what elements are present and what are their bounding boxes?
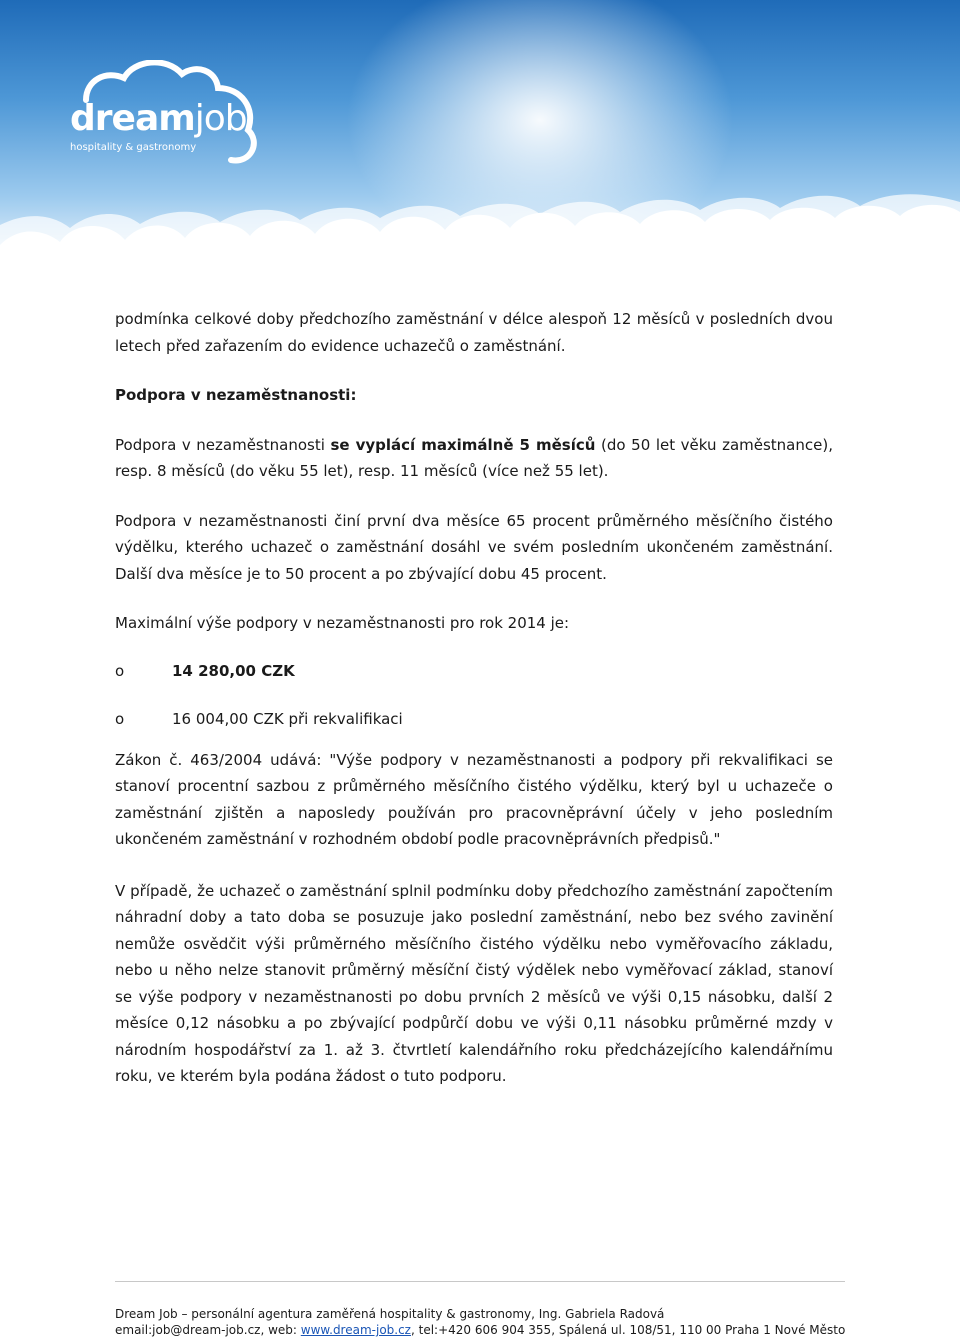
logo-word-light: job xyxy=(194,98,247,139)
list-item xyxy=(115,658,833,685)
footer-divider xyxy=(115,1281,845,1282)
paragraph-amount: Podpora v nezaměstnanosti činí první dva měsíce 65 procent průměrného měsíčního čistého výdělku, kterého uchazeč o zaměstnání dosáhl ve svém posledním ukončeném zaměstnání. Další dva měsíce je to 50 procent a po zbývající dobu 45 procent. xyxy=(115,511,833,583)
footer-contact-line xyxy=(115,1322,875,1338)
header-banner xyxy=(0,0,960,280)
paragraph-law: Zákon č. 463/2004 udává: "Výše podpory v nezaměstnanosti a podpory při rekvalifikaci se stanoví procentní sazbou z průměrného měsíčního čistého výdělku, který byl u uchazeče o zaměstnání zjištěn a naposledy používán pro pracovněprávní účely v jeho posledním ukončeném zaměstnání v rozhodném období podle pracovněprávních předpisů." xyxy=(115,750,833,848)
paragraph-duration xyxy=(115,432,833,485)
list-bullet: o xyxy=(115,710,125,728)
paragraph-condition: podmínka celkové doby předchozího zaměstnání v délce alespoň 12 měsíců v posledních dvou letech před zařazením do evidence uchazečů o zaměstnání. xyxy=(115,310,833,355)
footer-agency-line: Dream Job – personální agentura zaměřená hospitality & gastronomy, Ing. Gabriela Radová xyxy=(115,1307,665,1321)
section-heading: Podpora v nezaměstnanosti: xyxy=(115,386,357,404)
duration-text-bold: se vyplácí maximálně 5 měsíců xyxy=(330,435,596,454)
paragraph-maximum: Maximální výše podpory v nezaměstnanosti pro rok 2014 je: xyxy=(115,614,570,632)
dreamjob-logo xyxy=(66,60,266,170)
document-body xyxy=(115,306,833,1090)
logo-word-bold: dream xyxy=(70,98,195,139)
list-item xyxy=(115,706,833,733)
footer-web-link[interactable]: www.dream-job.cz xyxy=(300,1323,411,1337)
duration-text-a: Podpora v nezaměstnanosti xyxy=(115,435,331,454)
footer-email: email:job@dream-job.cz, web: xyxy=(115,1323,301,1337)
footer xyxy=(115,1306,875,1338)
paragraph-special-case: V případě, že uchazeč o zaměstnání splnil podmínku doby předchozího zaměstnání započtením náhradní doby a tato doba se posuzuje jako poslední zaměstnání, nebo bez svého zavinění nemůže osvědčit výši průměrného měsíčního čistého výdělku nebo vyměřovacího základu, nebo u něho nelze stanovit průměrný měsíční čistý výdělek nebo vyměřovací základ, stanoví se výše podpory v nezaměstnanosti po dobu prvních 2 měsíců ve výši 0,15 násobku, další 2 měsíce 0,12 násobku a po zbývající podpůrčí dobu ve výši 0,11 násobku průměrné mzdy v národním hospodářství za 1. až 3. čtvrtletí kalendářního roku předcházejícího kalendářnímu roku, ve kterém byla podána žádost o tuto podporu. xyxy=(115,881,833,1085)
list-bullet: o xyxy=(115,661,125,680)
logo-wordmark xyxy=(70,98,247,139)
footer-address: , tel:+420 606 904 355, Spálená ul. 108/51, 110 00 Praha 1 Nové Město xyxy=(410,1323,846,1337)
list-item-text: 14 280,00 CZK xyxy=(172,661,295,680)
duration-text-b: (do 50 let věku zaměstnance), resp. 8 měsíců (do věku 55 let), resp. 11 měsíců (více než 55 let). xyxy=(115,435,833,480)
list-item-text: 16 004,00 CZK při rekvalifikaci xyxy=(172,710,403,728)
logo-tagline: hospitality & gastronomy xyxy=(70,142,197,153)
